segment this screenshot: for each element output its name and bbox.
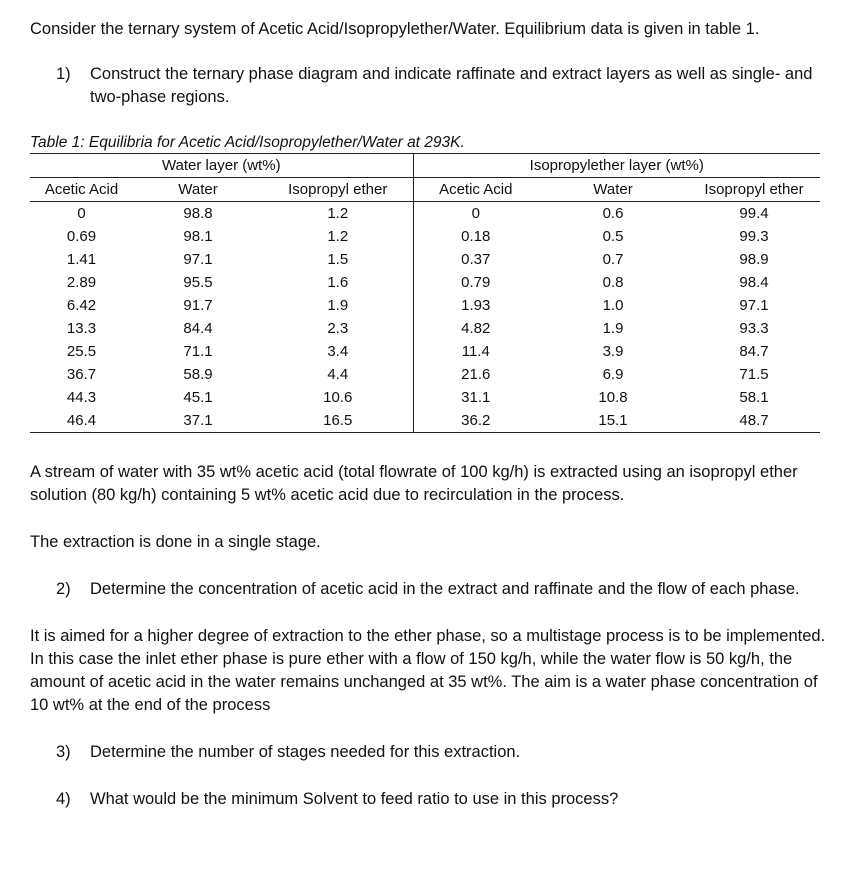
question-3-text: Determine the number of stages needed for this extraction.	[90, 743, 521, 761]
table-cell: 0	[413, 202, 538, 226]
table-cell: 46.4	[30, 409, 133, 433]
table-cell: 48.7	[688, 409, 820, 433]
question-4	[56, 788, 830, 811]
table-row	[30, 409, 820, 433]
equilibrium-table	[30, 153, 820, 433]
table-cell: 37.1	[133, 409, 263, 433]
question-3-number: 3)	[56, 743, 71, 761]
question-2-text: Determine the concentration of acetic acid in the extract and raffinate and the flow of each phase.	[90, 580, 800, 598]
table-cell: 36.7	[66, 366, 97, 383]
table-cell: 10.8	[598, 389, 628, 406]
table-cell: 95.5	[183, 274, 213, 291]
table-cell: 3.4	[327, 343, 349, 360]
table-cell: 98.4	[739, 274, 769, 291]
table-cell: 4.4	[327, 366, 349, 383]
table-cell: 0.79	[413, 271, 538, 294]
table-cell: 21.6	[413, 363, 538, 386]
table-row	[30, 271, 820, 294]
table-cell: 1.41	[66, 251, 97, 268]
column-header: Acetic Acid	[30, 178, 133, 202]
question-4-number: 4)	[56, 790, 71, 808]
table-cell: 1.2	[327, 228, 349, 245]
table-cell: 58.1	[739, 389, 769, 406]
question-2	[56, 578, 830, 601]
table-row	[30, 386, 820, 409]
table-cell: 31.1	[413, 386, 538, 409]
table-cell: 44.3	[66, 389, 97, 406]
table-cell: 1.5	[327, 251, 349, 268]
table-cell: 93.3	[739, 320, 769, 337]
table-cell: 97.1	[739, 297, 769, 314]
table-cell: 11.4	[413, 340, 538, 363]
table-cell: 71.1	[183, 343, 213, 360]
table-cell: 99.4	[739, 205, 769, 222]
table-cell: 99.3	[739, 228, 769, 245]
column-header: Isopropyl ether	[263, 178, 413, 202]
table-cell: 0.8	[602, 274, 624, 291]
group-header-water-layer: Water layer (wt%)	[30, 154, 413, 178]
column-header: Water	[133, 178, 263, 202]
column-header: Water	[538, 178, 688, 202]
table-cell: 4.82	[413, 317, 538, 340]
table-cell: 97.1	[183, 251, 213, 268]
multistage-paragraph: It is aimed for a higher degree of extraction to the ether phase, so a multistage process is to be implemented. In this case the inlet ether phase is pure ether with a flow of 150 kg/h, while the water flow is 50 kg/h, the amount of acetic acid in the water remains unchanged at 35 wt%. The aim is a water phase concentration of 10 wt% at the end of the process	[30, 627, 826, 714]
question-2-number: 2)	[56, 580, 71, 598]
table-cell: 0.18	[413, 225, 538, 248]
table-row	[30, 317, 820, 340]
table-cell: 0	[77, 205, 86, 222]
table-cell: 71.5	[739, 366, 769, 383]
feed-description-paragraph: A stream of water with 35 wt% acetic acid (total flowrate of 100 kg/h) is extracted using an isopropyl ether solution (80 kg/h) containing 5 wt% acetic acid due to recirculation in the process.	[30, 463, 798, 504]
question-1	[56, 63, 830, 109]
table-cell: 84.4	[183, 320, 213, 337]
table-body	[30, 202, 820, 433]
table-cell: 2.89	[66, 274, 97, 291]
question-1-number: 1)	[56, 65, 71, 83]
table-cell: 13.3	[66, 320, 97, 337]
table-cell: 1.9	[327, 297, 349, 314]
table-row	[30, 340, 820, 363]
table-caption: Table 1: Equilibria for Acetic Acid/Isopropylether/Water at 293K.	[30, 134, 465, 151]
table-cell: 84.7	[739, 343, 769, 360]
table-cell: 98.9	[739, 251, 769, 268]
question-3	[56, 741, 830, 764]
table-cell: 6.42	[66, 297, 97, 314]
table-cell: 98.1	[183, 228, 213, 245]
table-row	[30, 248, 820, 271]
table-cell: 3.9	[602, 343, 624, 360]
table-cell: 0.6	[602, 205, 624, 222]
table-cell: 98.8	[183, 205, 213, 222]
table-row	[30, 363, 820, 386]
table-cell: 58.9	[183, 366, 213, 383]
table-cell: 0.7	[602, 251, 624, 268]
table-cell: 2.3	[327, 320, 349, 337]
single-stage-paragraph: The extraction is done in a single stage.	[30, 533, 321, 551]
table-cell: 0.69	[66, 228, 97, 245]
group-header-ether-layer: Isopropylether layer (wt%)	[413, 154, 820, 178]
column-header: Isopropyl ether	[688, 178, 820, 202]
table-cell: 1.2	[327, 205, 349, 222]
table-cell: 1.6	[327, 274, 349, 291]
table-cell: 6.9	[602, 366, 624, 383]
column-header: Acetic Acid	[413, 178, 538, 202]
table-row	[30, 225, 820, 248]
table-row	[30, 294, 820, 317]
table-cell: 16.5	[263, 409, 413, 433]
table-cell: 1.9	[602, 320, 624, 337]
table-cell: 25.5	[66, 343, 97, 360]
table-cell: 1.0	[602, 297, 624, 314]
table-cell: 0.37	[413, 248, 538, 271]
document	[30, 18, 830, 811]
table-cell: 0.5	[602, 228, 624, 245]
table-cell: 36.2	[413, 409, 538, 433]
table-cell: 1.93	[413, 294, 538, 317]
table-cell: 45.1	[183, 389, 213, 406]
table-cell: 10.6	[323, 389, 353, 406]
table-cell: 15.1	[538, 409, 688, 433]
question-4-text: What would be the minimum Solvent to feed ratio to use in this process?	[90, 790, 619, 808]
table-cell: 91.7	[183, 297, 213, 314]
question-1-text: Construct the ternary phase diagram and indicate raffinate and extract layers as well as single- and two-phase regions.	[90, 65, 813, 106]
intro-paragraph: Consider the ternary system of Acetic Acid/Isopropylether/Water. Equilibrium data is given in table 1.	[30, 20, 760, 38]
table-row	[30, 202, 820, 226]
